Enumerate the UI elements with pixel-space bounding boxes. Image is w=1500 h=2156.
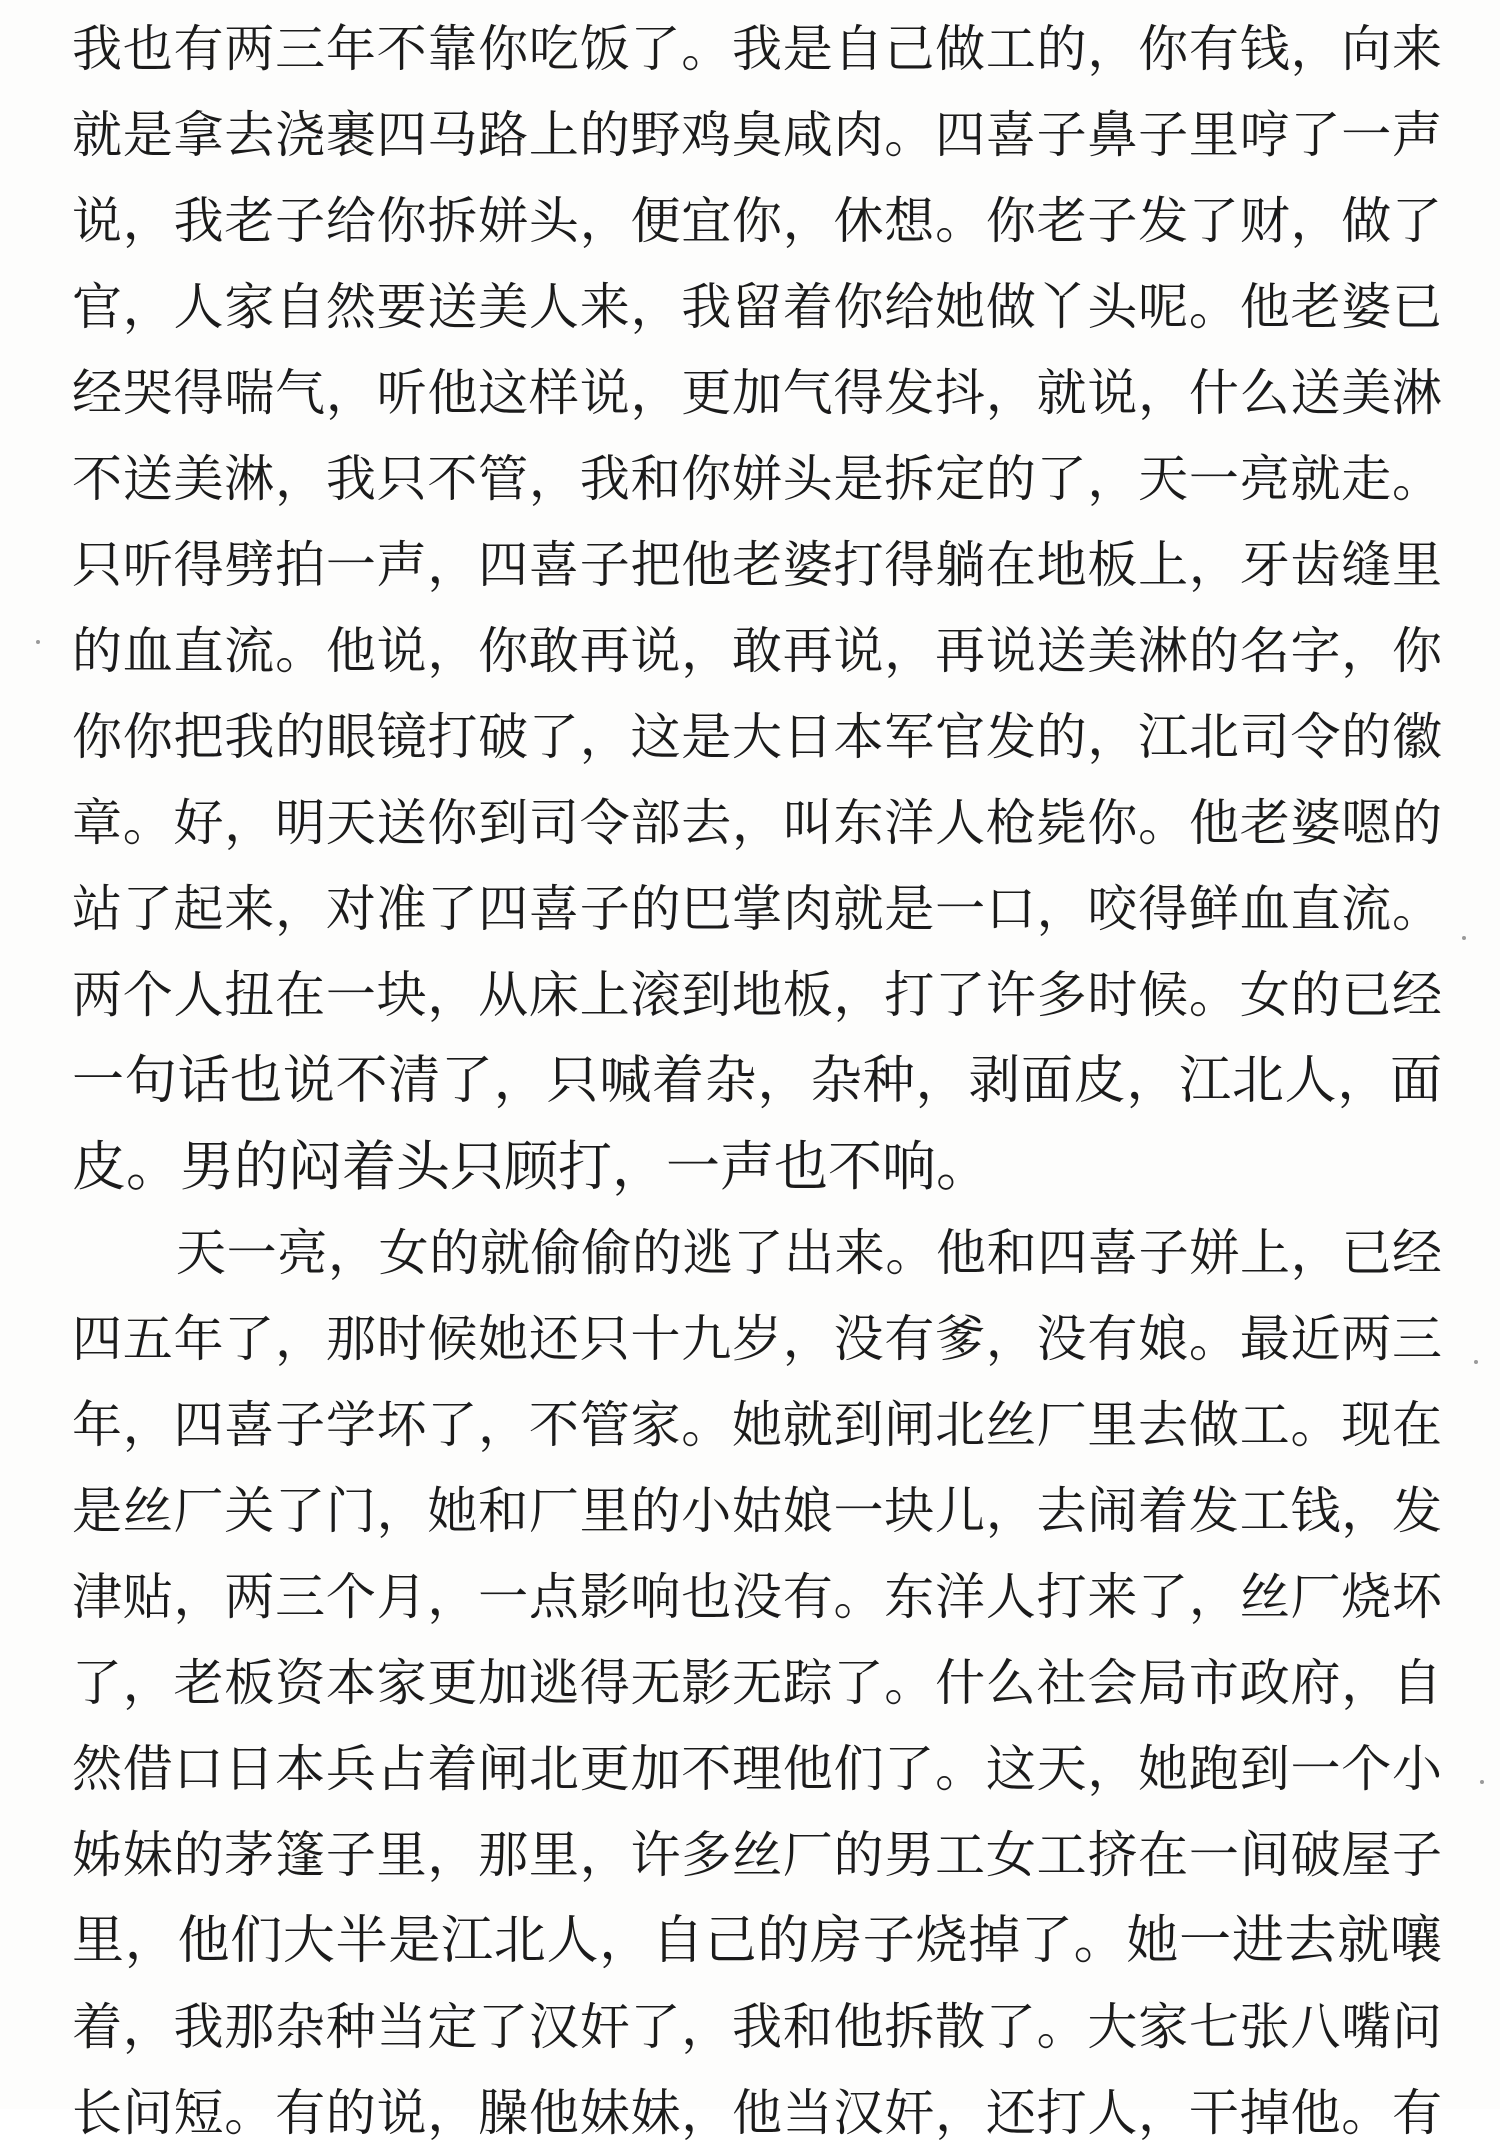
text-line: 了，老板资本家更加逃得无影无踪了。什么社会局市政府，自 [72,1654,1442,1712]
text-line: 章。好，明天送你到司令部去，叫东洋人枪毙你。他老婆嗯的 [72,794,1442,852]
scan-speck [36,640,40,644]
text-line: 姊妹的茅篷子里，那里，许多丝厂的男工女工挤在一间破屋子 [72,1826,1442,1884]
text-line: 天一亮，女的就偷偷的逃了出来。他和四喜子姘上，已经 [176,1224,1442,1282]
text-line: 皮。男的闷着头只顾打，一声也不响。 [72,1135,990,1198]
scan-speck [1474,1360,1478,1364]
text-line: 只听得劈拍一声，四喜子把他老婆打得躺在地板上，牙齿缝里 [72,536,1442,594]
text-line: 里，他们大半是江北人，自己的房子烧掉了。她一进去就嚷 [72,1911,1442,1971]
text-line: 经哭得喘气，听他这样说，更加气得发抖，就说，什么送美淋 [72,364,1442,422]
text-line: 长问短。有的说，臊他妹妹，他当汉奸，还打人，干掉他。有 [72,2084,1442,2142]
text-line: 就是拿去浇裹四马路上的野鸡臭咸肉。四喜子鼻子里哼了一声 [72,106,1442,164]
text-line: 站了起来，对准了四喜子的巴掌肉就是一口，咬得鲜血直流。 [72,880,1442,938]
scan-speck [1462,936,1466,940]
text-line: 的血直流。他说，你敢再说，敢再说，再说送美淋的名字，你 [72,622,1442,680]
scan-speck [1480,1780,1484,1784]
text-line: 官，人家自然要送美人来，我留着你给她做丫头呢。他老婆已 [72,278,1442,336]
text-line: 着，我那杂种当定了汉奸了，我和他拆散了。大家七张八嘴问 [72,1998,1442,2056]
text-line: 不送美淋，我只不管，我和你姘头是拆定的了，天一亮就走。 [72,450,1442,508]
text-line: 是丝厂关了门，她和厂里的小姑娘一块儿，去闹着发工钱，发 [72,1482,1442,1540]
text-line: 你你把我的眼镜打破了，这是大日本军官发的，江北司令的徽 [72,708,1442,766]
text-line: 津贴，两三个月，一点影响也没有。东洋人打来了，丝厂烧坏 [72,1568,1442,1626]
text-line: 年，四喜子学坏了，不管家。她就到闸北丝厂里去做工。现在 [72,1396,1442,1454]
text-line: 两个人扭在一块，从床上滚到地板，打了许多时候。女的已经 [72,966,1442,1024]
text-line: 说，我老子给你拆姘头，便宜你，休想。你老子发了财，做了 [72,192,1442,250]
text-line: 一句话也说不清了，只喊着杂，杂种，剥面皮，江北人，面 [72,1051,1442,1111]
text-line: 然借口日本兵占着闸北更加不理他们了。这天，她跑到一个小 [72,1740,1442,1798]
body-text [72,6,1442,2156]
text-line: 四五年了，那时候她还只十九岁，没有爹，没有娘。最近两三 [72,1310,1442,1368]
text-line: 我也有两三年不靠你吃饭了。我是自己做工的，你有钱，向来 [72,20,1442,78]
